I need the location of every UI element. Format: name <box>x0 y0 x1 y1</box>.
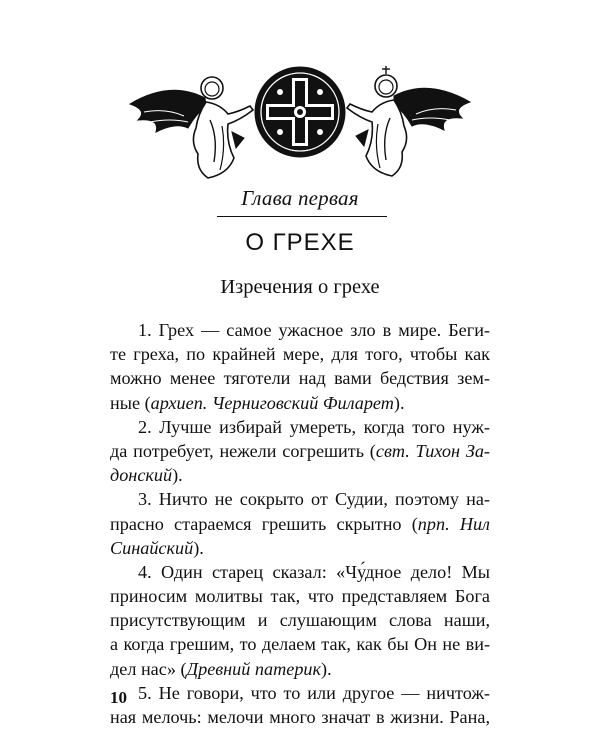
text-run: присутствующим и слушающим слова наши, <box>110 610 490 631</box>
cross-medallion-icon <box>255 67 345 157</box>
text-line <box>110 391 490 415</box>
text-run: 1. Грех — самое ужасное зло в мире. Беги- <box>138 320 490 340</box>
text-run: ). <box>393 392 405 413</box>
citation-text: донский <box>110 465 173 486</box>
citation-text: Древний патерик <box>186 658 322 679</box>
text-run: 5. Не говори, что то или другое — ничтож- <box>138 682 490 703</box>
citation-text: архиеп. Черниговский Филарет <box>150 392 394 413</box>
text-line <box>110 439 490 463</box>
text-run: 3. Ничто не сокрыто от Судии, поэтому на- <box>138 489 490 510</box>
text-line <box>110 632 490 656</box>
text-line <box>110 705 490 729</box>
text-run: ). <box>172 465 183 486</box>
right-angel-icon <box>347 66 470 176</box>
chapter-title: О ГРЕХЕ <box>245 229 355 256</box>
citation-text: прп. Нил <box>417 513 490 534</box>
text-run: да потребует, нежели согрешить ( <box>110 440 376 461</box>
text-line <box>110 681 490 705</box>
text-line <box>110 657 490 681</box>
citation-text: Синайский <box>110 537 194 558</box>
section-title: Изречения о грехе <box>220 276 380 298</box>
text-run: ная мелочь: мелочи много значат в жизни. Рана, <box>110 707 490 727</box>
text-line <box>110 342 490 366</box>
text-run: ные ( <box>110 392 151 413</box>
text-run: дел нас» ( <box>110 658 187 679</box>
text-line <box>110 560 490 584</box>
page-number: 10 <box>110 688 127 707</box>
citation-text: свт. Тихон За- <box>375 440 490 461</box>
text-line <box>110 318 490 342</box>
body-text <box>110 318 490 729</box>
text-run: приносим молитвы так, что представляем Бога <box>110 586 490 607</box>
text-line <box>110 463 490 487</box>
text-line <box>110 584 490 608</box>
text-run: 2. Лучше избирай умереть, когда того нуж- <box>138 416 490 437</box>
chapter-label: Глава первая <box>241 186 359 210</box>
text-line <box>110 366 490 390</box>
text-run: 4. Один старец сказал: «Чу́дное дело! Мы <box>138 561 490 582</box>
text-run: ). <box>193 537 204 558</box>
text-line <box>110 512 490 536</box>
text-line <box>110 608 490 632</box>
text-line <box>110 487 490 511</box>
text-line <box>110 536 490 560</box>
text-line <box>110 415 490 439</box>
angels-ornament-icon <box>110 62 490 182</box>
chapter-divider <box>217 216 387 217</box>
text-run: а когда грешим, то делаем так, как бы Он не ви- <box>110 634 490 655</box>
text-run: те греха, по крайней мере, для того, чтобы как <box>110 344 490 365</box>
text-run: прасно стараемся грешить скрытно ( <box>110 513 418 534</box>
left-angel-icon <box>130 77 253 178</box>
text-run: можно менее тяготели над вами бедствия зем- <box>110 368 490 389</box>
text-run: ). <box>321 658 332 679</box>
